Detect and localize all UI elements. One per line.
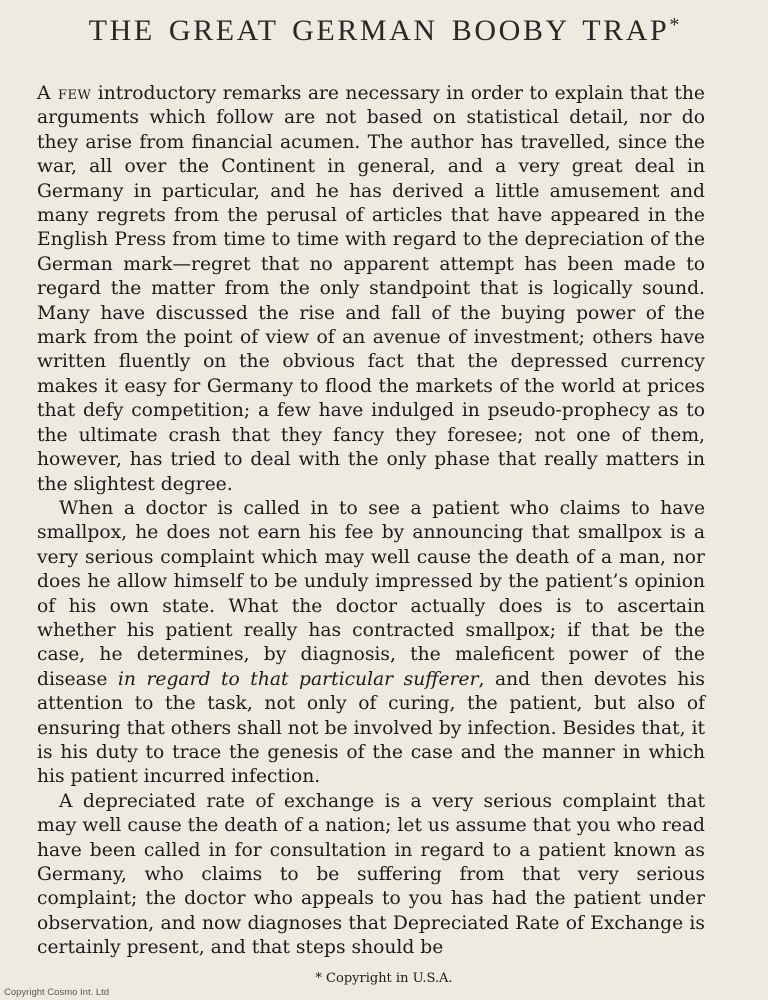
paragraph-1 bbox=[37, 82, 705, 497]
paragraph-2-emphasis: in regard to that particular sufferer bbox=[117, 668, 479, 690]
copyright-asterisk: * bbox=[669, 14, 680, 36]
copyright-footnote: * Copyright in U.S.A. bbox=[315, 971, 453, 986]
article-title-text: THE GREAT GERMAN BOOBY TRAP bbox=[88, 14, 670, 47]
article-body bbox=[37, 82, 705, 961]
paragraph-2 bbox=[37, 497, 705, 790]
paragraph-1-text: introductory remarks are necessary in order to explain that the arguments which follow are not based on statistical detail, nor do they arise from financial acumen. The author has travelled, since the war, all over the Continent in general, and a very great deal in Germany in particular, and he has derived a little amusement and many regrets from the perusal of articles that have appeared in the English Press from time to time with regard to the depreciation of the German mark—regret that no apparent attempt has been made to regard the matter from the only standpoint that is logically sound. Many have discussed the rise and fall of the buying power of the mark from the point of view of an avenue of investment; others have written fluently on the obvious fact that the depressed currency makes it easy for Germany to flood the markets of the world at prices that defy competition; a few have indulged in pseudo-prophecy as to the ultimate crash that they fancy they foresee; not one of them, however, has tried to deal with the only phase that really matters in the slightest degree. bbox=[37, 83, 705, 495]
copyright-watermark: Copyright Cosmo Int. Ltd bbox=[4, 987, 110, 998]
paragraph-2-text-before: When a doctor is called in to see a patient who claims to have smallpox, he does not earn his fee by announcing that smallpox is a very serious complaint which may well cause the death of a man, nor does he allow himself to be unduly impressed by the patient’s opinion of his own state. What the doctor actually does is to ascertain whether his patient really has contracted smallpox; if that be the case, he determines, by diagnosis, the maleficent power of the disease bbox=[37, 497, 705, 690]
paragraph-2-text-after: , and then devotes his attention to the task, not only of curing, the patient, but also of ensuring that others shall not be involved by infection. Besides that, it is his duty to trace the genesis of the case and the manner in which his patient incurred infection. bbox=[37, 668, 705, 788]
article-title bbox=[0, 14, 768, 48]
paragraph-3 bbox=[37, 790, 705, 961]
paragraph-3-text: A depreciated rate of exchange is a very serious complaint that may well cause the death of a nation; let us assume that you who read have been called in for consultation in regard to a patient known as Germany, who claims to be suffering from that very serious complaint; the doctor who appeals to you has had the patient under observation, and now diagnoses that Depreciated Rate of Exchange is certainly present, and that steps should be bbox=[37, 790, 705, 959]
paragraph-1-lead: A few bbox=[37, 83, 92, 104]
